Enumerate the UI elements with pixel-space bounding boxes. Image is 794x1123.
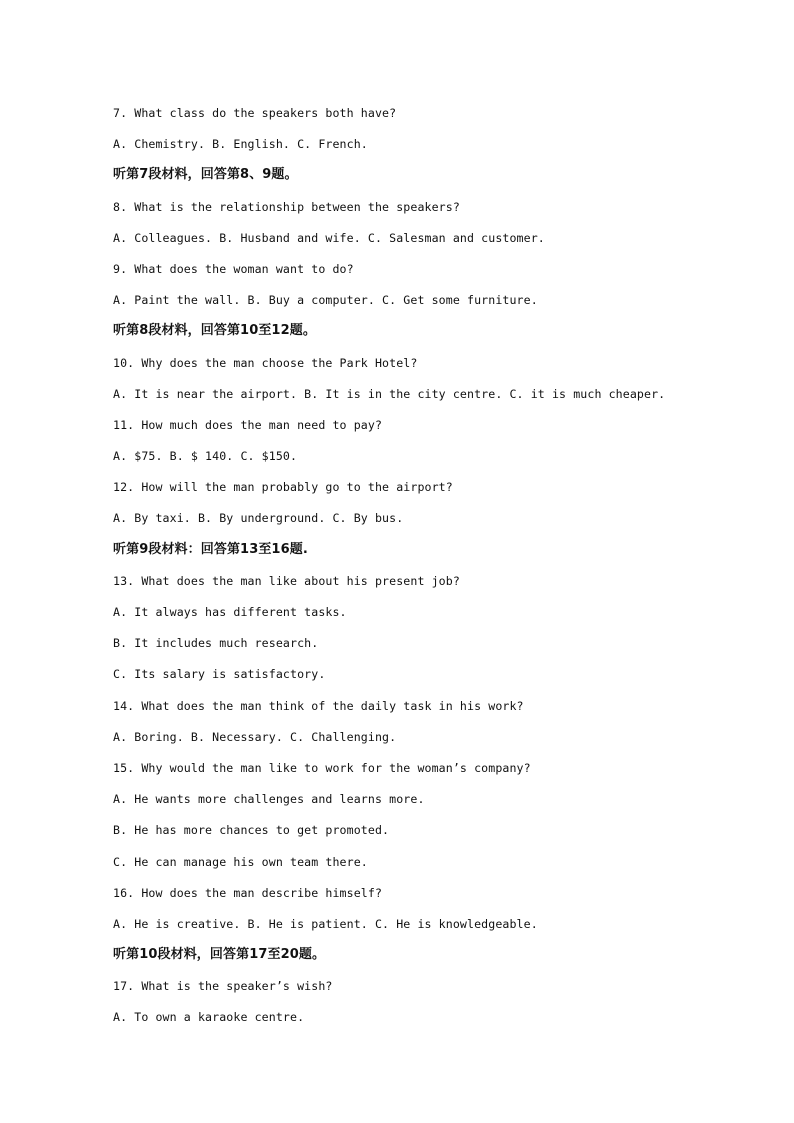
question-10: 10. Why does the man choose the Park Hotel? — [113, 355, 418, 370]
question-16: 16. How does the man describe himself? — [113, 885, 383, 900]
question-7-options: A. Chemistry. B. English. C. French. — [113, 137, 368, 152]
question-14: 14. What does the man think of the daily task in his work? — [113, 698, 524, 713]
question-16-options: A. He is creative. B. He is patient. C. He is knowledgeable. — [113, 916, 538, 931]
question-15-option-b: B. He has more chances to get promoted. — [113, 823, 390, 838]
section-heading-7: 听第7段材料，回答第8、9题。 — [113, 167, 298, 183]
question-13-option-c: C. Its salary is satisfactory. — [113, 667, 326, 682]
question-14-options: A. Boring. B. Necessary. C. Challenging. — [113, 729, 397, 744]
question-13-option-b: B. It includes much research. — [113, 636, 319, 651]
document-page — [113, 104, 713, 1040]
question-7: 7. What class do the speakers both have? — [113, 106, 397, 120]
question-8: 8. What is the relationship between the speakers? — [113, 199, 460, 214]
section-heading-10: 听第10段材料，回答第17至20题。 — [113, 947, 326, 963]
question-10-options: A. It is near the airport. B. It is in the city centre. C. it is much cheaper. — [113, 386, 666, 401]
question-8-options: A. Colleagues. B. Husband and wife. C. Salesman and customer. — [113, 230, 545, 245]
question-15: 15. Why would the man like to work for the woman’s company? — [113, 760, 531, 775]
question-12: 12. How will the man probably go to the airport? — [113, 480, 453, 495]
section-heading-9: 听第9段材料：回答第13至16题. — [113, 541, 308, 557]
question-17-option-a: A. To own a karaoke centre. — [113, 1010, 305, 1025]
question-9-options: A. Paint the wall. B. Buy a computer. C. Get some furniture. — [113, 293, 538, 308]
question-15-option-c: C. He can manage his own team there. — [113, 854, 368, 869]
question-11: 11. How much does the man need to pay? — [113, 417, 383, 432]
question-9: 9. What does the woman want to do? — [113, 261, 354, 276]
question-11-options: A. $75. B. $ 140. C. $150. — [113, 449, 298, 464]
section-heading-8: 听第8段材料，回答第10至12题。 — [113, 323, 316, 339]
question-15-option-a: A. He wants more challenges and learns more. — [113, 792, 425, 807]
question-17: 17. What is the speaker’s wish? — [113, 979, 333, 994]
question-13: 13. What does the man like about his present job? — [113, 573, 460, 588]
question-12-options: A. By taxi. B. By underground. C. By bus. — [113, 511, 404, 526]
question-13-option-a: A. It always has different tasks. — [113, 605, 347, 619]
